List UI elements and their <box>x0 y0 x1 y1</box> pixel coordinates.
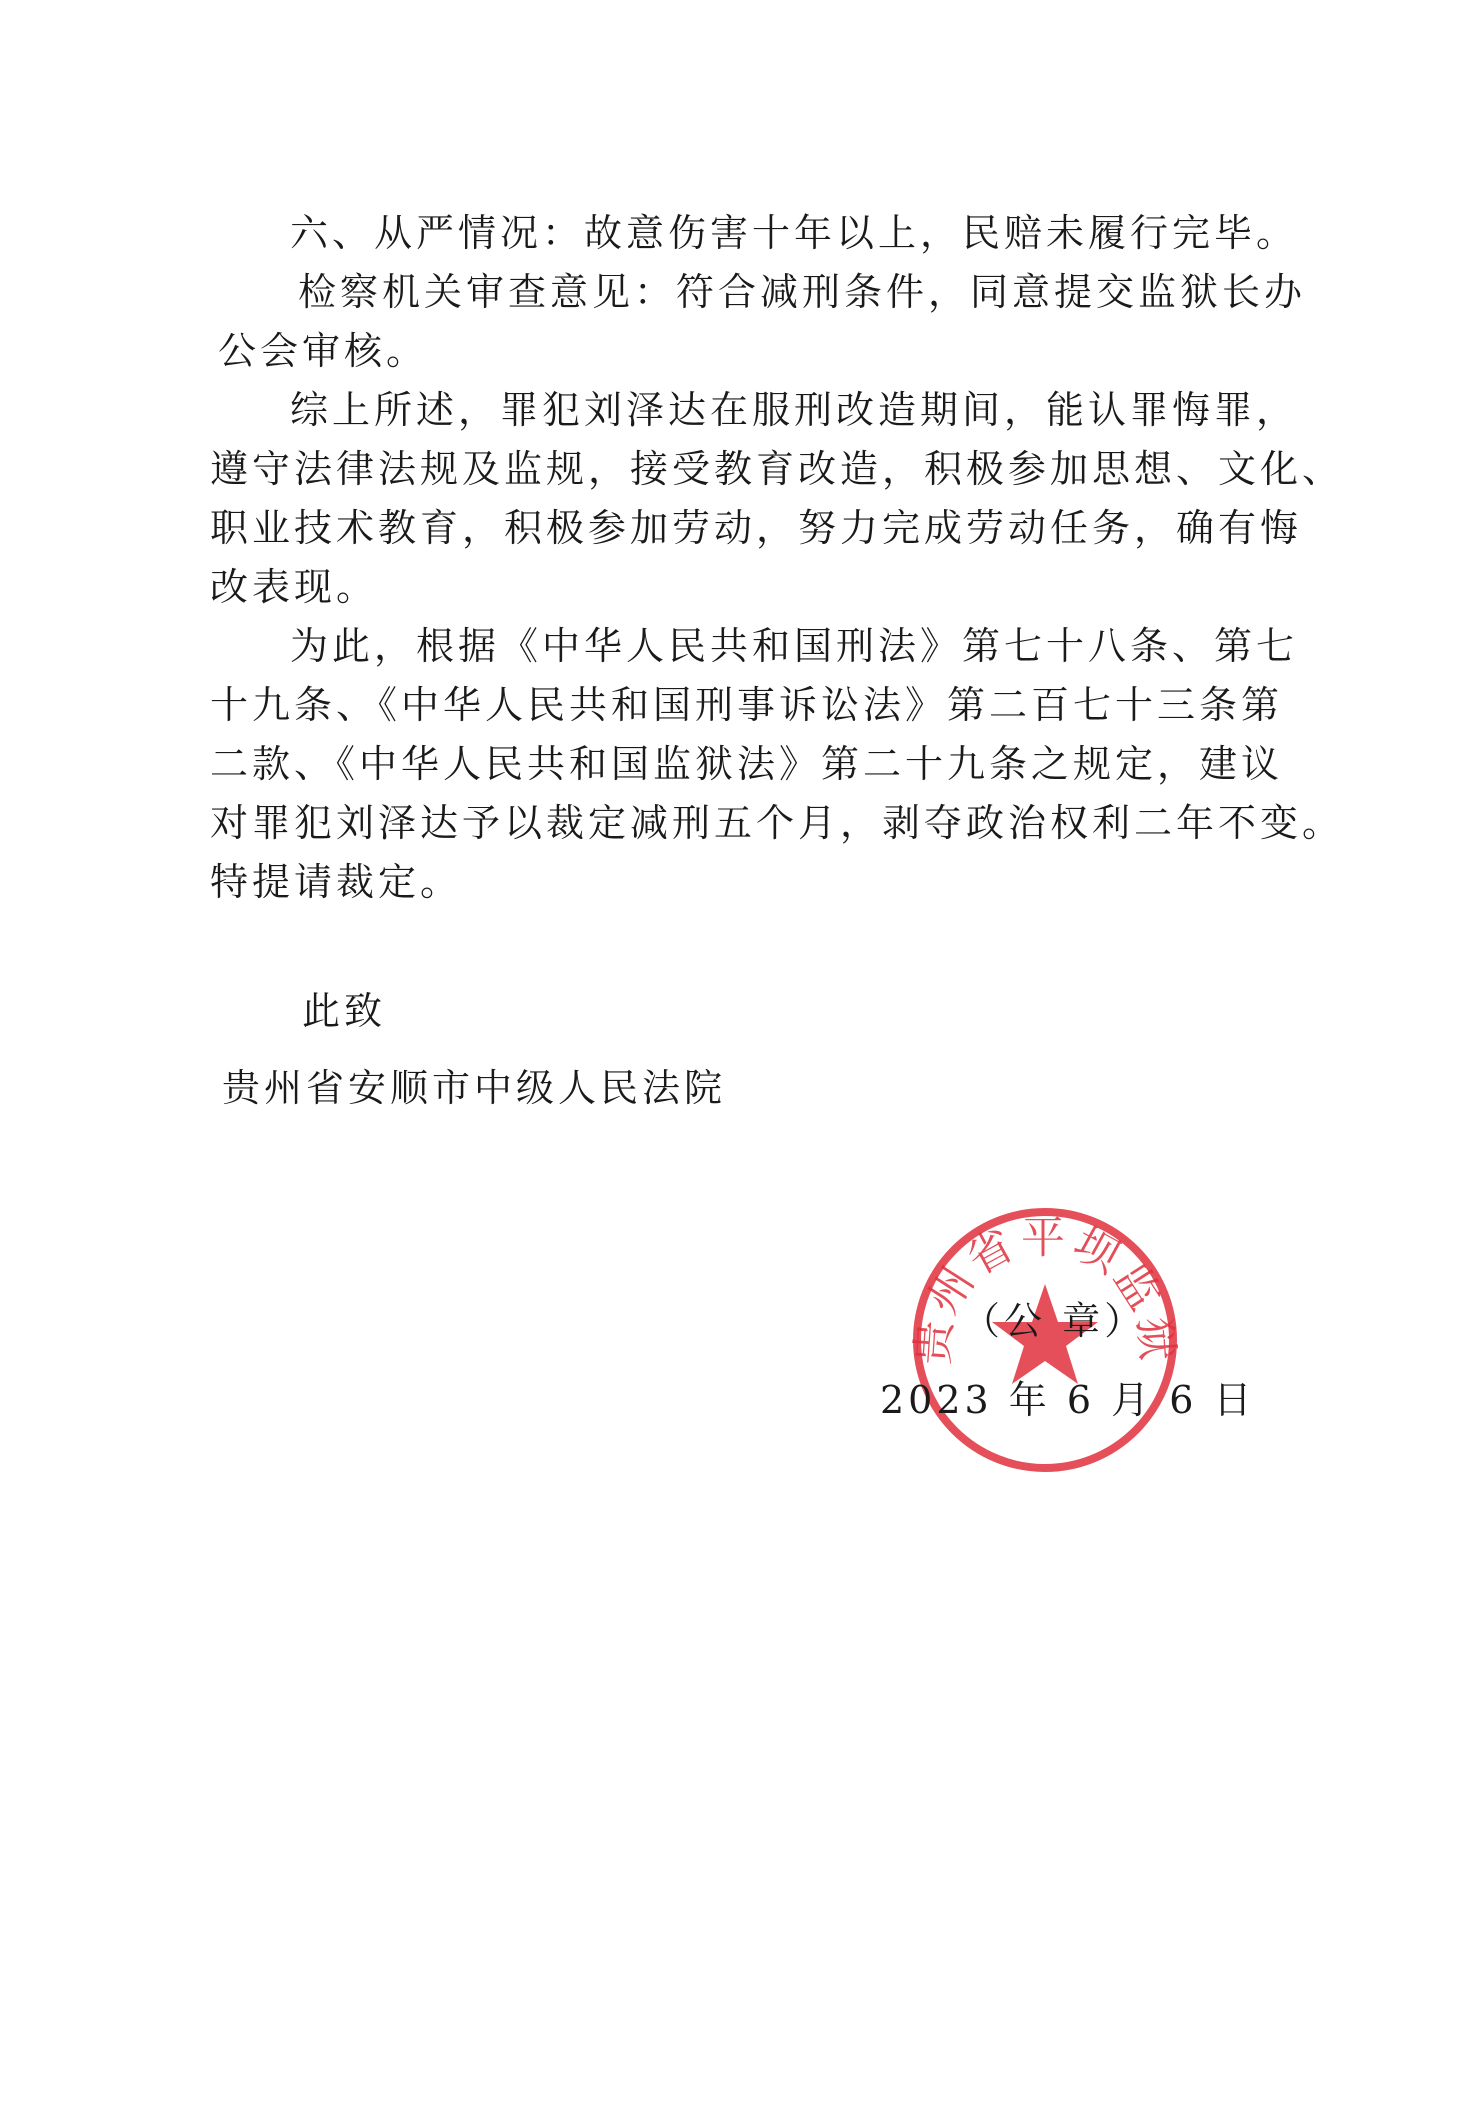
paragraph-line-10: 二款、《中华人民共和国监狱法》第二十九条之规定，建议 <box>210 742 1284 786</box>
paragraph-line-3: 公会审核。 <box>218 329 429 373</box>
seal-text: 贵州省平坝监狱 <box>907 1212 1183 1367</box>
seal-label: （公 章） <box>962 1299 1147 1343</box>
paragraph-line-2: 检察机关审查意见：符合减刑条件，同意提交监狱长办 <box>298 270 1307 314</box>
recipient: 贵州省安顺市中级人民法院 <box>222 1066 727 1110</box>
paragraph-line-8: 为此，根据《中华人民共和国刑法》第七十八条、第七 <box>290 624 1299 668</box>
paragraph-line-6: 职业技术教育，积极参加劳动，努力完成劳动任务，确有悔 <box>210 506 1303 550</box>
paragraph-line-1: 六、从严情况：故意伤害十年以上，民赔未履行完毕。 <box>290 211 1299 255</box>
paragraph-line-12: 特提请裁定。 <box>210 860 463 904</box>
date: 2023 年 6 月 6 日 <box>880 1378 1256 1422</box>
paragraph-line-5: 遵守法律法规及监规，接受教育改造，积极参加思想、文化、 <box>210 447 1345 491</box>
salutation: 此致 <box>302 989 387 1033</box>
paragraph-line-9: 十九条、《中华人民共和国刑事诉讼法》第二百七十三条第 <box>210 683 1284 727</box>
paragraph-line-11: 对罪犯刘泽达予以裁定减刑五个月，剥夺政治权利二年不变。 <box>210 801 1345 845</box>
paragraph-line-7: 改表现。 <box>210 565 379 609</box>
paragraph-line-4: 综上所述，罪犯刘泽达在服刑改造期间，能认罪悔罪， <box>290 388 1299 432</box>
